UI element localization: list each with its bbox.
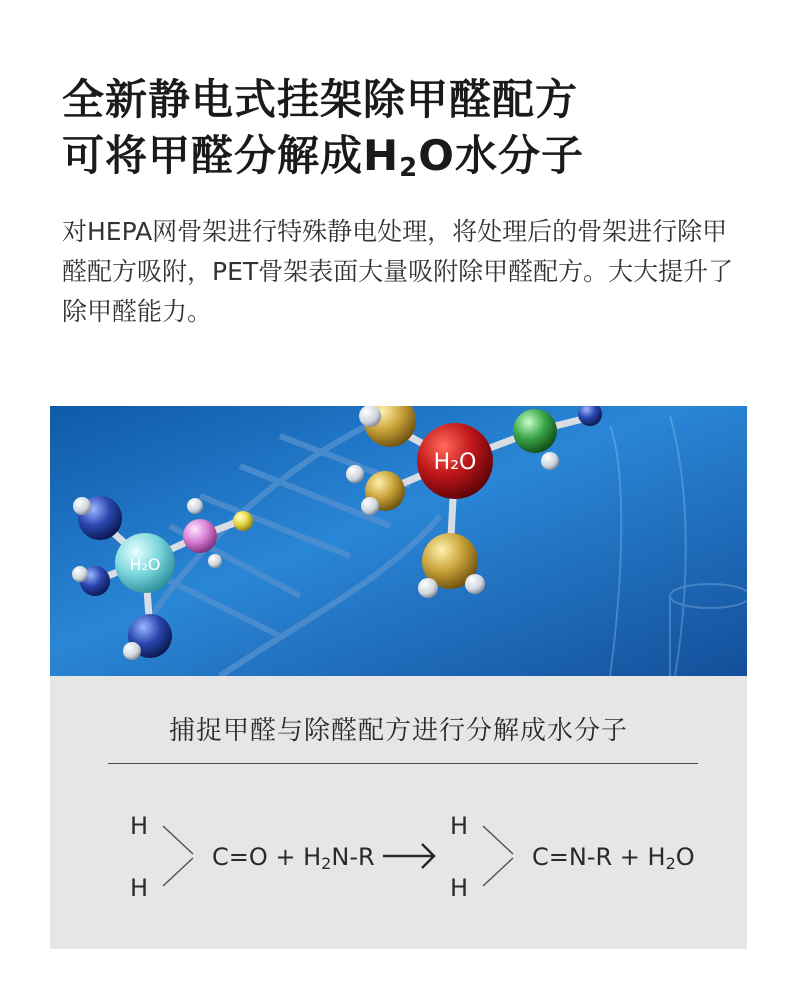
reactants-subscript: 2	[321, 854, 332, 873]
headline-line-2	[62, 128, 742, 196]
products-part-a: C=N-R + H	[532, 843, 666, 871]
molecule-illustration	[50, 406, 747, 676]
hero-red-molecule-label: H₂O	[433, 450, 477, 475]
reaction-panel	[50, 676, 747, 949]
products-expression	[532, 843, 695, 873]
products-subscript: 2	[665, 854, 676, 873]
left-h-bottom: H	[130, 874, 149, 902]
right-h-bottom: H	[450, 874, 469, 902]
headline	[62, 72, 742, 196]
reaction-lines	[50, 676, 747, 949]
intro-paragraph: 对HEPA网骨架进行特殊静电处理，将处理后的骨架进行除甲醛配方吸附，PET骨架表面大量吸附除甲醛配方。大大提升了除甲醛能力。	[62, 217, 734, 326]
molecule-hero-image	[50, 406, 747, 676]
reaction-arrow-icon	[383, 844, 434, 868]
headline-line-2-suffix: O水分子	[418, 131, 584, 180]
reactants-part-a: C=O + H	[212, 843, 322, 871]
headline-line-2-prefix: 可将甲醛分解成H	[62, 131, 400, 180]
right-h-top: H	[450, 812, 469, 840]
reactants-part-b: N-R	[331, 843, 375, 871]
reactants-expression	[212, 843, 375, 873]
left-h-top: H	[130, 812, 149, 840]
hero-cyan-molecule-label: H₂O	[129, 555, 161, 574]
products-part-b: O	[675, 843, 695, 871]
headline-line-1: 全新静电式挂架除甲醛配方	[62, 75, 579, 124]
reaction-panel-title: 捕捉甲醛与除醛配方进行分解成水分子	[168, 716, 628, 746]
headline-subscript: 2	[399, 153, 419, 183]
